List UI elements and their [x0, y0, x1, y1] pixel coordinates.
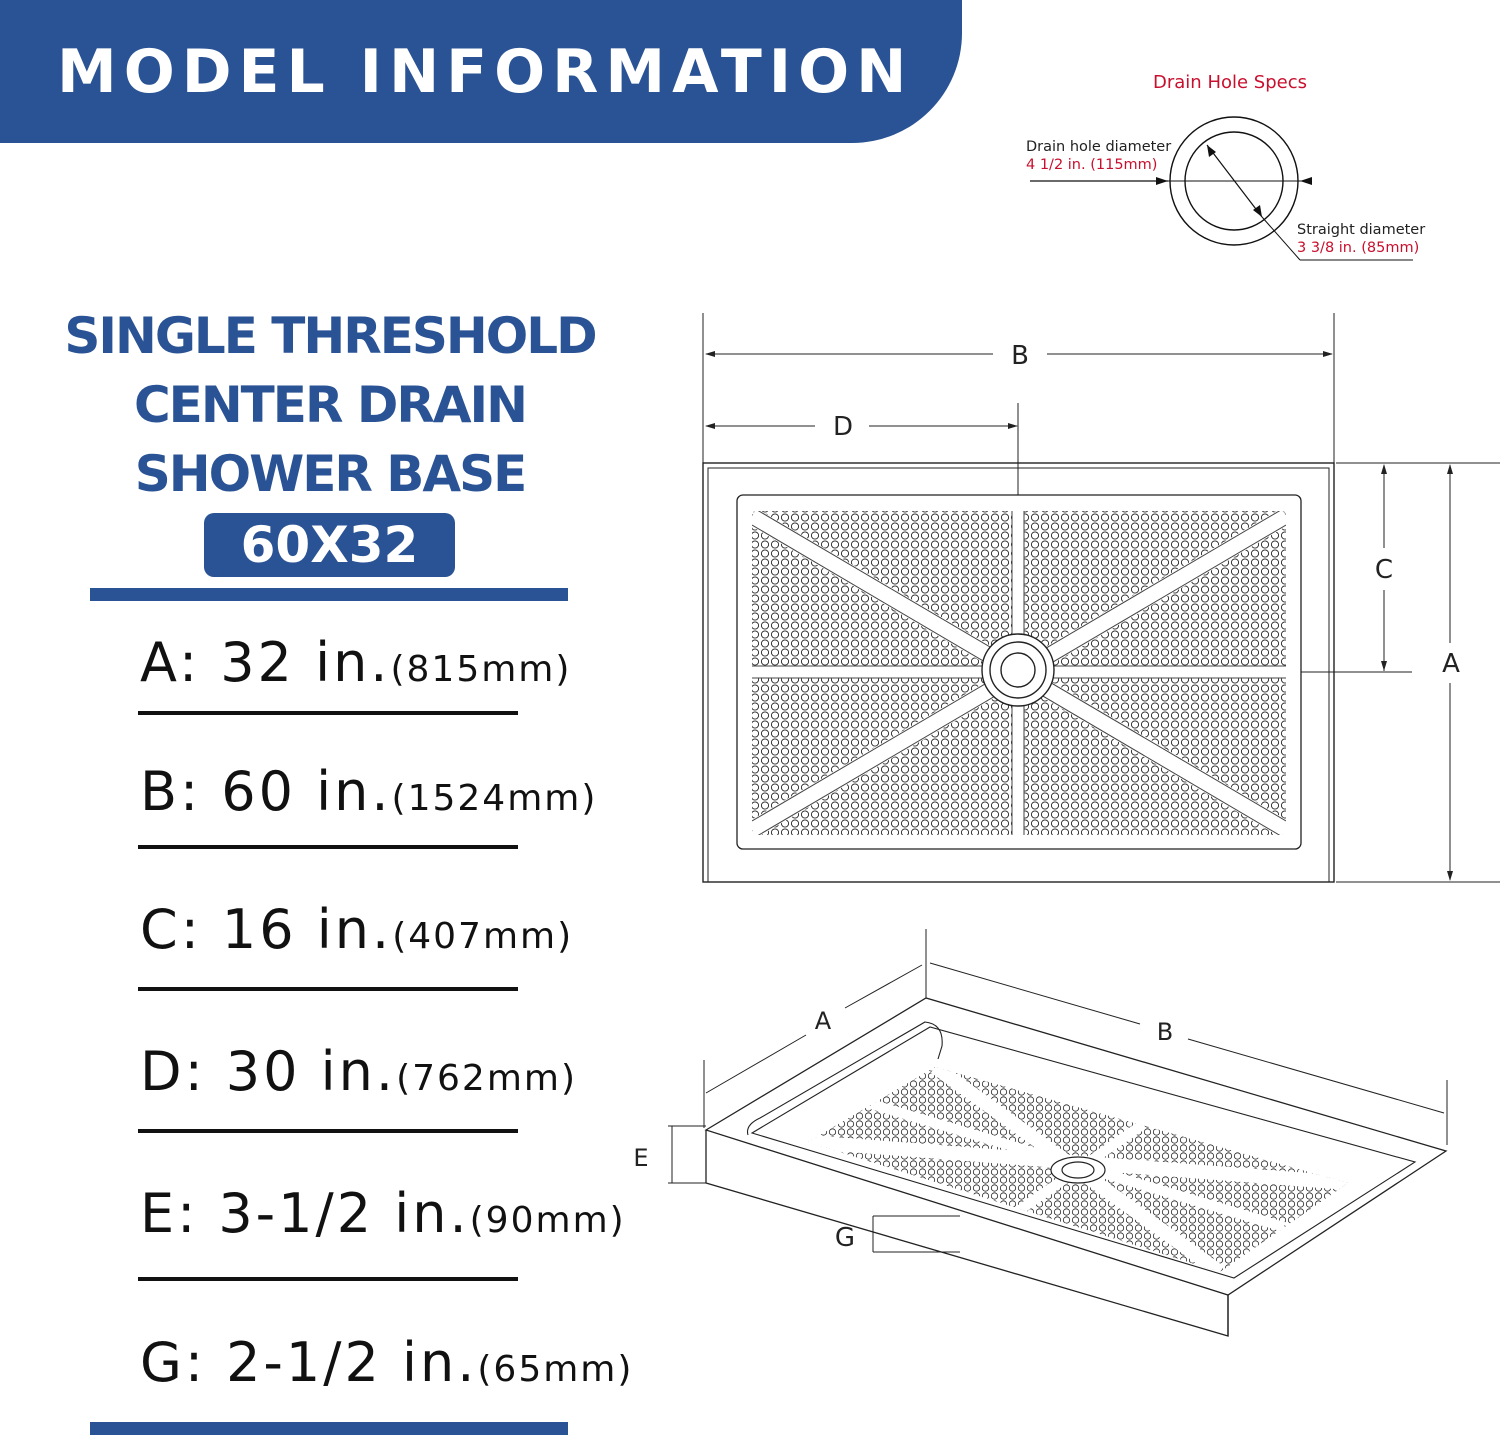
- spec-e-metric: (90mm): [469, 1200, 626, 1241]
- dim-c-arrow-top: [1381, 464, 1387, 474]
- spec-d-metric: (762mm): [396, 1058, 578, 1099]
- spec-a-label: A: [140, 631, 179, 694]
- dim-a-label: A: [1442, 649, 1460, 679]
- dim-d-label: D: [832, 412, 854, 442]
- straight-diameter-label: Straight diameter: [1297, 222, 1426, 238]
- spec-c-value: 16 in.: [221, 898, 393, 961]
- isometric-view: [633, 929, 1447, 1336]
- spec-a-metric: (815mm): [390, 649, 572, 690]
- hole-arrow-left: [1156, 177, 1168, 185]
- iso-dim-e-label: E: [633, 1144, 649, 1172]
- spec-e: E: 3-1/2 in.(90mm): [140, 1182, 626, 1245]
- spec-e-value: 3-1/2 in.: [218, 1182, 470, 1245]
- iso-dim-a-label: A: [814, 1007, 832, 1035]
- spec-g: G: 2-1/2 in.(65mm): [140, 1331, 634, 1394]
- spec-g-label: G: [140, 1331, 185, 1394]
- spec-d-value: 30 in.: [225, 1040, 397, 1103]
- dim-b-arrow-left: [705, 351, 715, 357]
- spec-b: B: 60 in.(1524mm): [140, 760, 598, 823]
- iso-dim-a-line-2: [845, 965, 922, 1008]
- spec-c: C: 16 in.(407mm): [140, 898, 574, 961]
- spec-d: D: 30 in.(762mm): [140, 1040, 578, 1103]
- hole-diameter-value: 4 1/2 in. (115mm): [1026, 157, 1158, 173]
- spec-g-metric: (65mm): [477, 1349, 634, 1390]
- dim-d-arrow-right: [1008, 423, 1018, 429]
- spec-c-metric: (407mm): [392, 916, 574, 957]
- spec-e-label: E: [140, 1182, 178, 1245]
- dim-a-arrow-top: [1447, 464, 1453, 474]
- iso-drain-hole: [1062, 1162, 1094, 1178]
- dim-b-arrow-right: [1323, 351, 1333, 357]
- top-view: [703, 313, 1500, 882]
- spec-b-metric: (1524mm): [391, 778, 598, 819]
- product-title-line-1: SINGLE THRESHOLD: [64, 307, 596, 365]
- spec-d-label: D: [140, 1040, 185, 1103]
- dim-d-arrow-left: [705, 423, 715, 429]
- product-title-line-2: CENTER DRAIN: [133, 376, 526, 434]
- size-badge: 60X32: [204, 513, 455, 577]
- page-title: MODEL INFORMATION: [57, 37, 914, 107]
- iso-dim-g-label: G: [834, 1223, 856, 1253]
- spec-b-label: B: [140, 760, 181, 823]
- product-title-line-3: SHOWER BASE: [134, 445, 526, 503]
- straight-diameter-value: 3 3/8 in. (85mm): [1297, 240, 1420, 256]
- spec-g-value: 2-1/2 in.: [226, 1331, 478, 1394]
- dim-a-arrow-bottom: [1447, 871, 1453, 881]
- drain-specs-title: Drain Hole Specs: [1153, 72, 1307, 93]
- spec-a: A: 32 in.(815mm): [140, 631, 572, 694]
- hole-diameter-label: Drain hole diameter: [1026, 139, 1172, 155]
- spec-b-value: 60 in.: [221, 760, 392, 823]
- dim-c-arrow-bottom: [1381, 661, 1387, 671]
- hole-arrow-right: [1300, 177, 1312, 185]
- dim-c-label: C: [1374, 555, 1394, 585]
- iso-dim-b-label: B: [1156, 1018, 1174, 1046]
- drain-hole: [1001, 653, 1035, 687]
- drain-hole-specs: [1026, 72, 1425, 260]
- spec-a-value: 32 in.: [220, 631, 391, 694]
- spec-c-label: C: [140, 898, 181, 961]
- dim-b-label: B: [1011, 341, 1029, 371]
